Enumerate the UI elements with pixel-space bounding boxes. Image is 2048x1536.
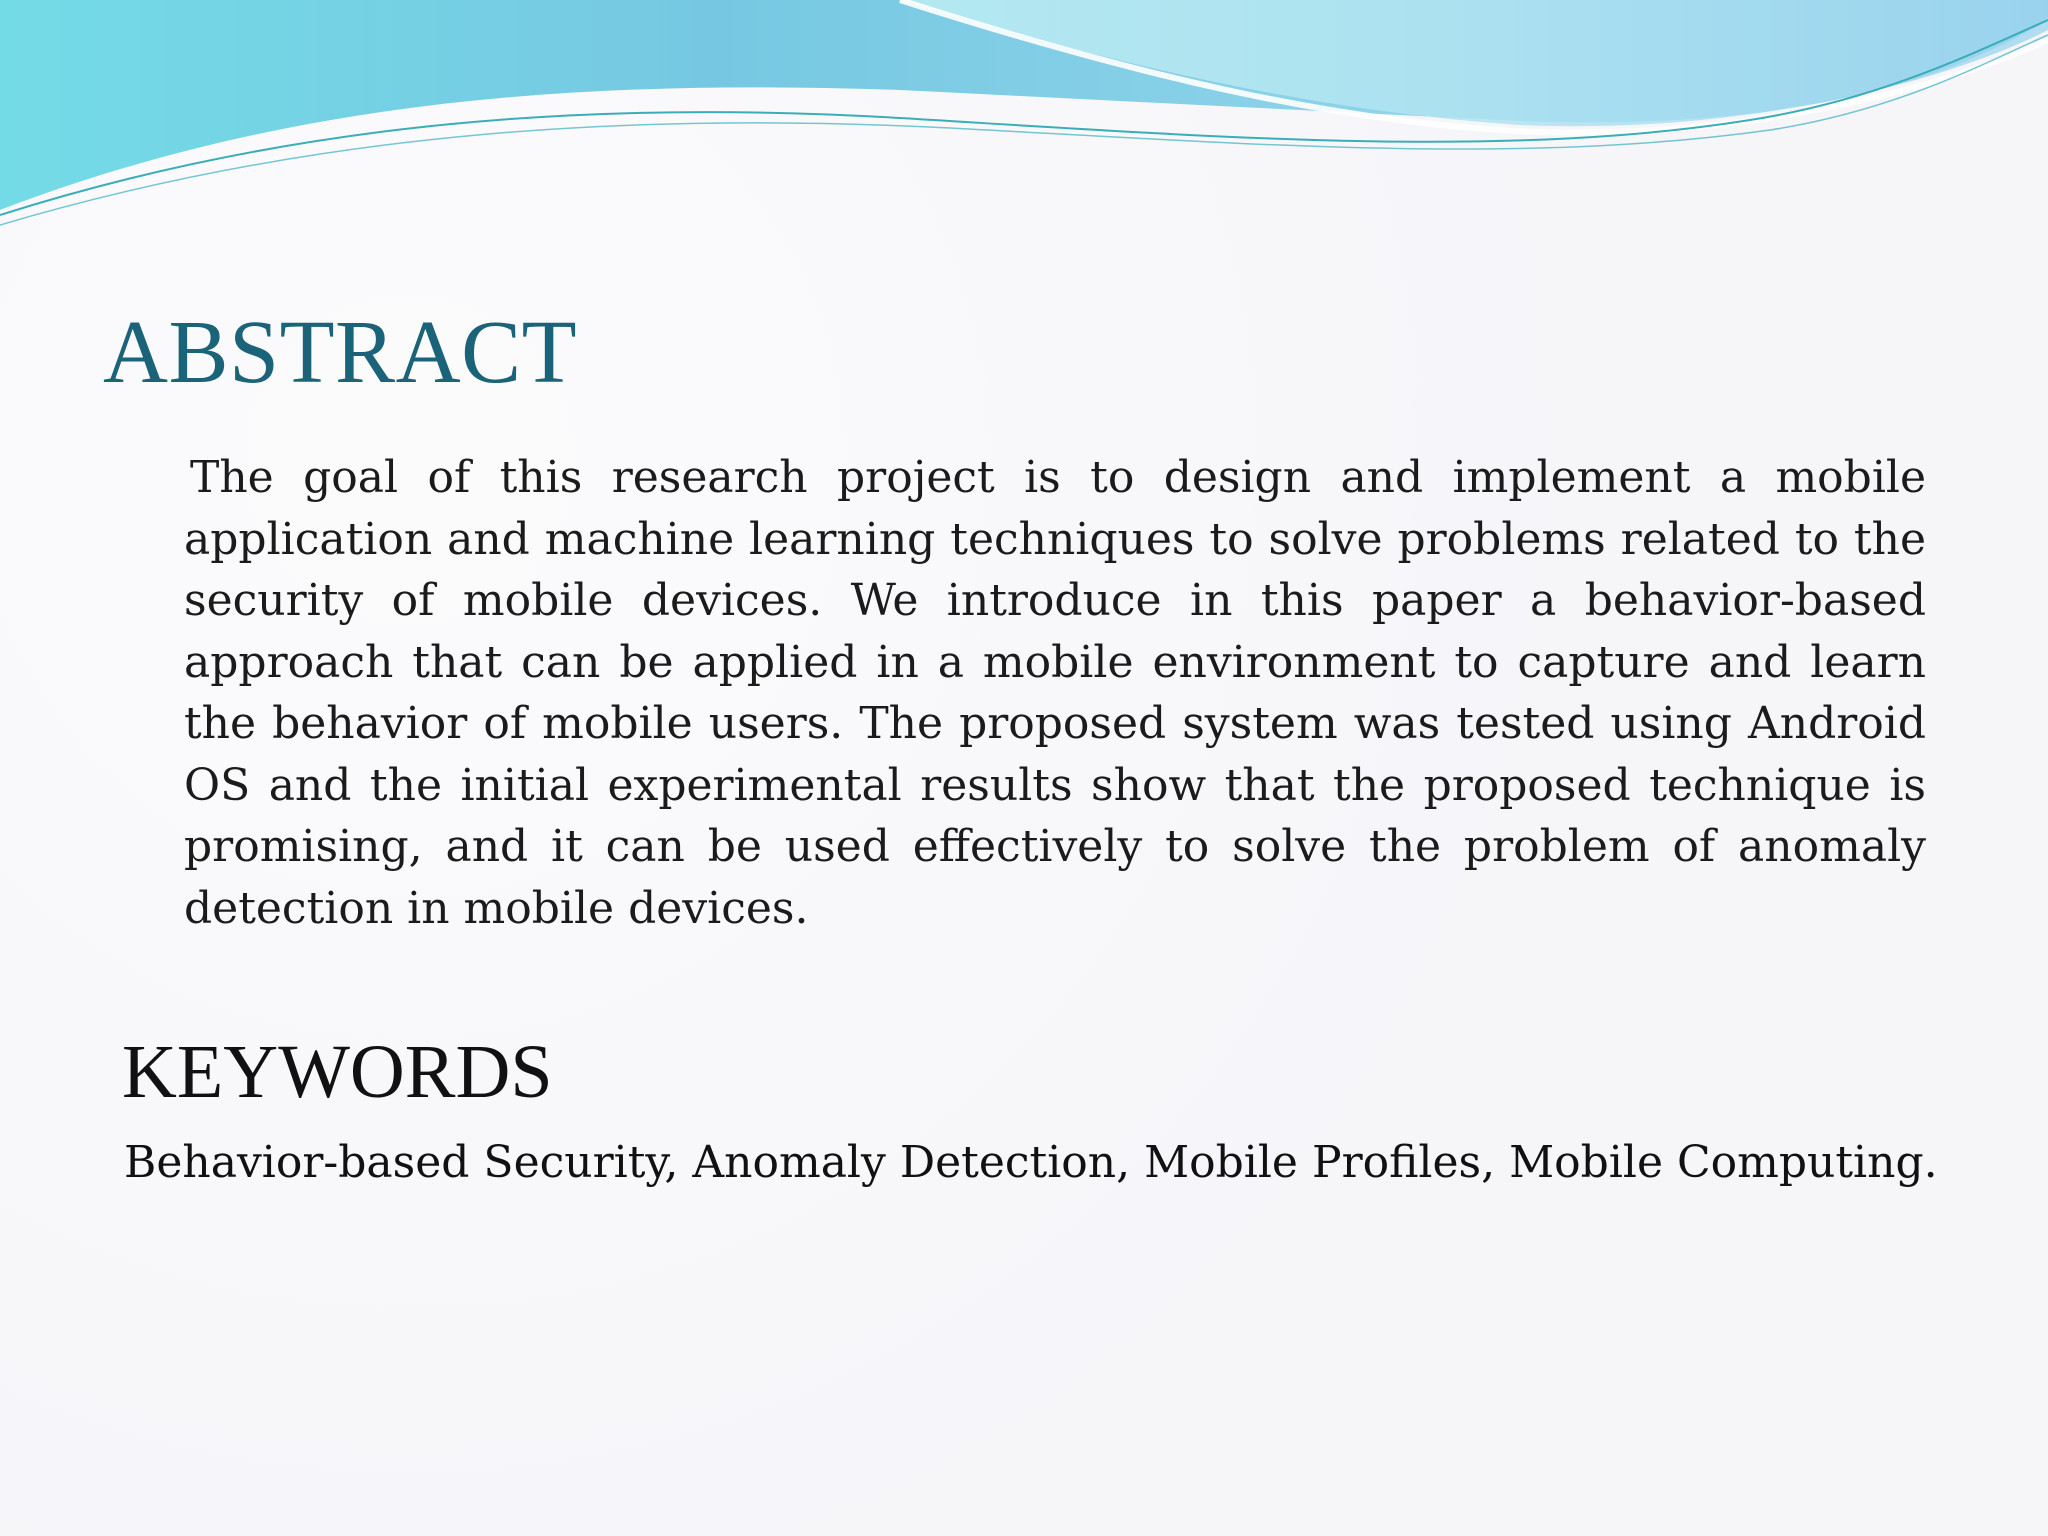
abstract-body-text: The goal of this research project is to design and implement a mobile application and machine learning techniques to solve problems related to the security of mobile devices. We introduce in this paper a behavior-based approach that can be applied in a mobile environment to capture and learn the behavior of mobile users. The proposed system was tested using Android OS and the initial experimental results show that the proposed technique is promising, and it can be used effectively to solve the problem of anomaly detection in mobile devices. bbox=[184, 452, 1926, 934]
abstract-heading: ABSTRACT bbox=[103, 303, 578, 402]
keywords-list-text: Behavior-based Security, Anomaly Detection, Mobile Profiles, Mobile Computing. bbox=[124, 1137, 1938, 1188]
header-wave-decoration bbox=[0, 0, 2048, 240]
keywords-heading: KEYWORDS bbox=[122, 1030, 553, 1114]
